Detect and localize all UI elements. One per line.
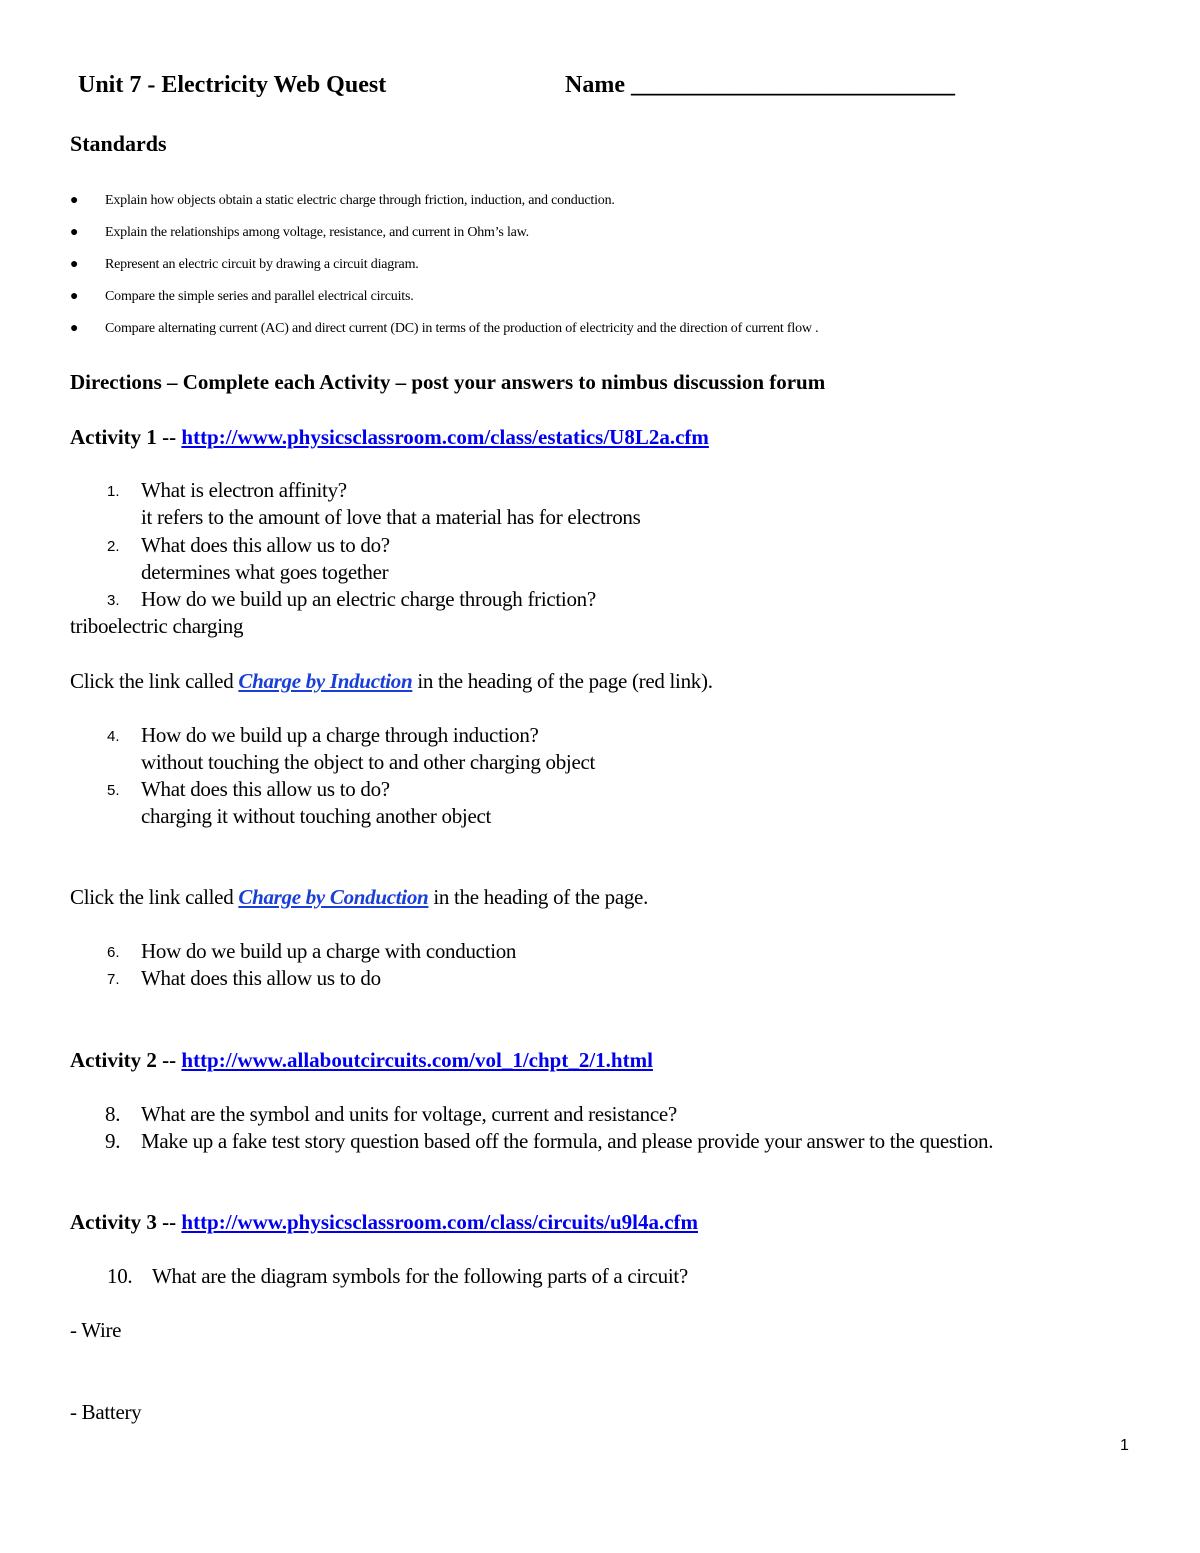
conduction-instruction <box>70 885 648 910</box>
answer-text: triboelectric charging <box>70 614 244 638</box>
question-number: 6. <box>107 944 120 961</box>
question-text: What are the symbol and units for voltage, current and resistance? <box>141 1102 677 1126</box>
standard-item: Explain how objects obtain a static electric charge through friction, induction, and conduction. <box>105 193 615 208</box>
instruction-prefix: Click the link called <box>70 885 234 909</box>
question-number: 1. <box>107 483 120 500</box>
standard-item: Explain the relationships among voltage, resistance, and current in Ohm’s law. <box>105 225 529 240</box>
circuit-part-wire: - Wire <box>70 1318 122 1342</box>
activity-label: Activity 3 -- <box>70 1210 177 1234</box>
bullet-icon: ● <box>70 193 79 208</box>
question-text: How do we build up an electric charge through friction? <box>141 587 596 611</box>
bullet-icon: ● <box>70 289 79 304</box>
question-text: What does this allow us to do <box>141 966 381 990</box>
instruction-suffix: in the heading of the page. <box>433 885 649 909</box>
bullet-icon: ● <box>70 225 79 240</box>
instruction-suffix: in the heading of the page (red link). <box>417 669 713 693</box>
answer-text: without touching the object to and other charging object <box>141 750 596 774</box>
question-text: What does this allow us to do? <box>141 777 390 801</box>
activity-label: Activity 1 -- <box>70 425 177 449</box>
directions-heading: Directions – Complete each Activity – post your answers to nimbus discussion forum <box>70 370 826 394</box>
question-text: Make up a fake test story question based off the formula, and please provide your answer to the question. <box>141 1129 994 1153</box>
standard-item: Compare the simple series and parallel electrical circuits. <box>105 289 414 304</box>
bullet-icon: ● <box>70 257 79 272</box>
circuit-part-battery: - Battery <box>70 1400 142 1424</box>
question-text: What is electron affinity? <box>141 478 347 502</box>
question-number: 3. <box>107 592 120 609</box>
instruction-prefix: Click the link called <box>70 669 234 693</box>
question-text: How do we build up a charge with conduction <box>141 939 517 963</box>
question-number: 5. <box>107 782 120 799</box>
question-number: 7. <box>107 971 120 988</box>
answer-text: determines what goes together <box>141 560 389 584</box>
induction-instruction <box>70 669 713 694</box>
standards-heading: Standards <box>70 131 167 156</box>
page-number: 1 <box>1120 1437 1129 1454</box>
question-number: 10. <box>107 1264 133 1288</box>
question-number: 8. <box>105 1102 121 1126</box>
answer-text: charging it without touching another object <box>141 804 492 828</box>
standard-item: Represent an electric circuit by drawing a circuit diagram. <box>105 257 419 272</box>
question-number: 9. <box>105 1129 121 1153</box>
activity-label: Activity 2 -- <box>70 1048 177 1072</box>
name-field <box>565 72 955 99</box>
question-text: What does this allow us to do? <box>141 533 390 557</box>
charge-by-induction-link[interactable]: Charge by Induction <box>238 669 413 693</box>
activity-1-heading <box>70 425 709 450</box>
standard-item: Compare alternating current (AC) and direct current (DC) in terms of the production of electricity and the direction of current flow . <box>105 321 819 336</box>
document-title: Unit 7 - Electricity Web Quest <box>78 72 387 98</box>
activity-3-heading <box>70 1210 698 1235</box>
charge-by-conduction-link[interactable]: Charge by Conduction <box>238 885 429 909</box>
name-label: Name <box>565 72 625 98</box>
bullet-icon: ● <box>70 321 79 336</box>
answer-text: it refers to the amount of love that a material has for electrons <box>141 505 641 529</box>
name-line: ___________________________ <box>630 72 955 98</box>
activity-2-heading <box>70 1048 653 1073</box>
activity-3-link[interactable]: http://www.physicsclassroom.com/class/circuits/u9l4a.cfm <box>181 1210 699 1234</box>
question-text: How do we build up a charge through induction? <box>141 723 539 747</box>
activity-1-link[interactable]: http://www.physicsclassroom.com/class/estatics/U8L2a.cfm <box>181 425 709 449</box>
question-number: 2. <box>107 538 120 555</box>
activity-2-link[interactable]: http://www.allaboutcircuits.com/vol_1/chpt_2/1.html <box>181 1048 653 1072</box>
question-number: 4. <box>107 728 120 745</box>
question-text: What are the diagram symbols for the following parts of a circuit? <box>152 1264 688 1288</box>
